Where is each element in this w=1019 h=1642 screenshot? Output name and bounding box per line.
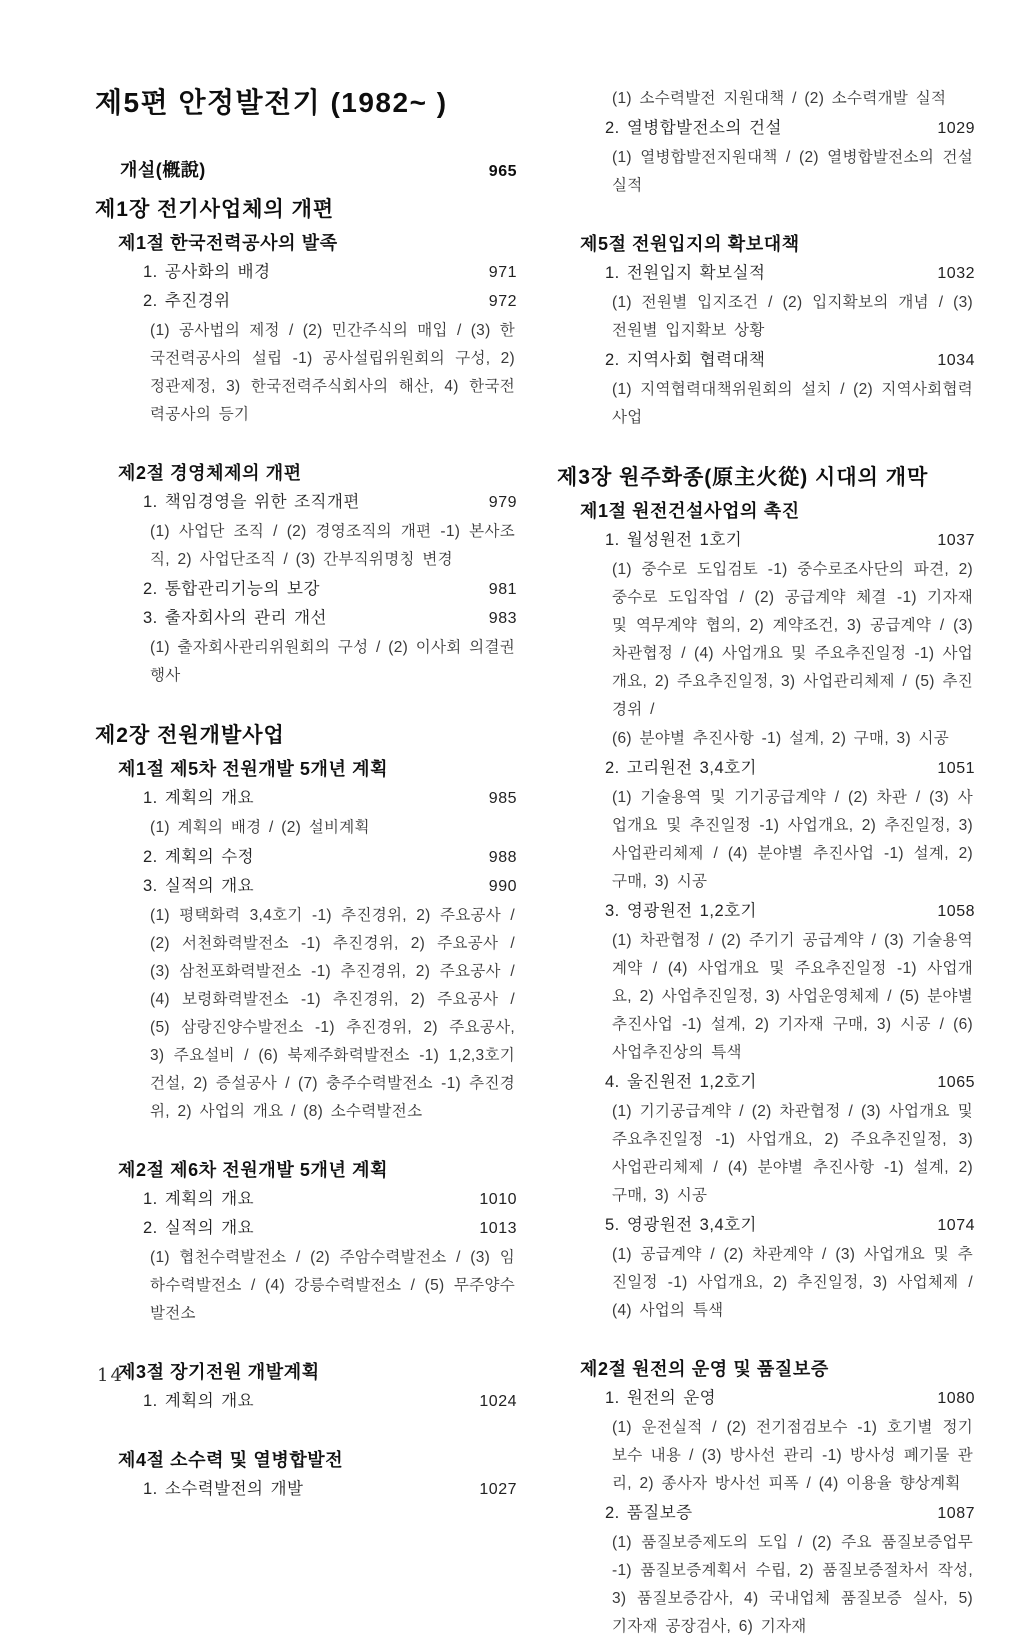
item-label: 2. 계획의 수정 bbox=[143, 848, 255, 866]
section-title: 제3절 장기전원 개발계획 bbox=[118, 1362, 320, 1382]
page-number: 971 bbox=[488, 264, 517, 281]
section-title: 제2절 제6차 전원개발 5개년 계획 bbox=[118, 1160, 389, 1180]
detail-text: (1) 기기공급계약 / (2) 차관협정 / (3) 사업개요 및 주요추진일정 -1) 사업개요, 2) 주요추진일정, 3) 사업관리체제 / (4) 분야별 추진사항 -1) 설계, 2) 구매, 3) 시공 bbox=[612, 1103, 973, 1204]
toc-item-row bbox=[95, 784, 517, 813]
overview-label: 개설(槪說) bbox=[120, 160, 206, 180]
chapter-title: 제2장 전원개발사업 bbox=[95, 724, 285, 747]
toc-detail-paragraph bbox=[557, 376, 975, 432]
toc-item-row bbox=[557, 526, 975, 555]
toc-detail-paragraph bbox=[95, 902, 517, 1126]
toc-detail-paragraph bbox=[557, 144, 975, 200]
section-title: 제5절 전원입지의 확보대책 bbox=[580, 234, 800, 254]
item-label: 2. 열병합발전소의 건설 bbox=[605, 119, 782, 137]
detail-text: (1) 계획의 배경 / (2) 설비계획 bbox=[150, 819, 370, 836]
toc-item-row bbox=[95, 1475, 517, 1504]
section-heading bbox=[95, 1155, 517, 1185]
item-label: 1. 계획의 개요 bbox=[143, 789, 255, 807]
page-number: 965 bbox=[488, 163, 517, 180]
item-label: 1. 계획의 개요 bbox=[143, 1392, 255, 1410]
item-label: 2. 고리원전 3,4호기 bbox=[605, 759, 758, 777]
item-label: 2. 품질보증 bbox=[605, 1504, 693, 1522]
toc-detail-paragraph bbox=[557, 725, 975, 753]
page-number: 1034 bbox=[937, 352, 975, 369]
item-label: 1. 책임경영을 위한 조직개편 bbox=[143, 493, 360, 511]
toc-item-row bbox=[95, 1387, 517, 1416]
section-heading bbox=[557, 1354, 975, 1384]
section-title: 제2절 원전의 운영 및 품질보증 bbox=[580, 1359, 829, 1379]
section-title: 제1절 한국전력공사의 발족 bbox=[118, 233, 338, 253]
detail-text: (1) 열병합발전지원대책 / (2) 열병합발전소의 건설실적 bbox=[612, 149, 973, 194]
page-number: 1013 bbox=[479, 1220, 517, 1237]
toc-item-row bbox=[95, 872, 517, 901]
item-label: 3. 실적의 개요 bbox=[143, 877, 255, 895]
page-number: 1074 bbox=[937, 1217, 975, 1234]
page-number: 972 bbox=[488, 293, 517, 310]
page-number: 1010 bbox=[479, 1191, 517, 1208]
toc-item-row bbox=[95, 575, 517, 604]
page-number: 1058 bbox=[937, 903, 975, 920]
toc-detail-paragraph bbox=[95, 1244, 517, 1328]
item-label: 3. 출자회사의 관리 개선 bbox=[143, 609, 327, 627]
detail-text: (1) 사업단 조직 / (2) 경영조직의 개편 -1) 본사조직, 2) 사업단조직 / (3) 간부직위명칭 변경 bbox=[150, 523, 515, 568]
toc-item-row bbox=[95, 1214, 517, 1243]
item-label: 1. 공사화의 배경 bbox=[143, 263, 271, 281]
page-number: 1029 bbox=[937, 120, 975, 137]
detail-text: (1) 출자회사관리위원회의 구성 / (2) 이사회 의결권행사 bbox=[150, 639, 515, 684]
section-heading bbox=[95, 754, 517, 784]
page-number: 1080 bbox=[937, 1390, 975, 1407]
item-label: 1. 계획의 개요 bbox=[143, 1190, 255, 1208]
section-heading bbox=[557, 496, 975, 526]
page-number: 988 bbox=[488, 849, 517, 866]
detail-text: (1) 운전실적 / (2) 전기점검보수 -1) 호기별 정기보수 내용 / (3) 방사선 관리 -1) 방사성 폐기물 관리, 2) 종사자 방사선 피폭 / (4) 이용율 향상계획 bbox=[612, 1419, 973, 1492]
page-number: 983 bbox=[488, 610, 517, 627]
toc-item-row bbox=[557, 754, 975, 783]
toc-detail-paragraph bbox=[95, 634, 517, 690]
toc-item-row bbox=[557, 259, 975, 288]
detail-text: (1) 공사법의 제정 / (2) 민간주식의 매입 / (3) 한국전력공사의 설립 -1) 공사설립위원회의 구성, 2) 정관제정, 3) 한국전력주식회사의 해산, 4) 한국전력공사의 등기 bbox=[150, 322, 515, 423]
toc-item-row bbox=[557, 114, 975, 143]
toc-detail-paragraph bbox=[557, 289, 975, 345]
toc-item-row bbox=[557, 1211, 975, 1240]
toc-item-row bbox=[95, 604, 517, 633]
toc-detail-paragraph bbox=[557, 1414, 975, 1498]
page-number: 1032 bbox=[937, 265, 975, 282]
toc-overview-row bbox=[95, 156, 517, 186]
page-number: 1024 bbox=[479, 1393, 517, 1410]
detail-text: (1) 협천수력발전소 / (2) 주암수력발전소 / (3) 임하수력발전소 / (4) 강릉수력발전소 / (5) 무주양수발전소 bbox=[150, 1249, 515, 1322]
page-number: 979 bbox=[488, 494, 517, 511]
page-number: 985 bbox=[488, 790, 517, 807]
detail-text: (1) 기술용역 및 기기공급계약 / (2) 차관 / (3) 사업개요 및 추진일정 -1) 사업개요, 2) 추진일정, 3) 사업관리체제 / (4) 분야별 추진사업 -1) 설계, 2) 구매, 3) 시공 bbox=[612, 789, 973, 890]
item-label: 2. 추진경위 bbox=[143, 292, 231, 310]
section-title: 제2절 경영체제의 개편 bbox=[118, 463, 302, 483]
item-label: 3. 영광원전 1,2호기 bbox=[605, 902, 758, 920]
detail-text: (1) 전원별 입지조건 / (2) 입지확보의 개념 / (3) 전원별 입지확보 상황 bbox=[612, 294, 973, 339]
toc-item-row bbox=[557, 1499, 975, 1528]
chapter-heading bbox=[95, 193, 517, 226]
item-label: 1. 월성원전 1호기 bbox=[605, 531, 743, 549]
section-heading bbox=[95, 1445, 517, 1475]
chapter-title: 제1장 전기사업체의 개편 bbox=[95, 198, 335, 221]
toc-detail-paragraph bbox=[557, 1098, 975, 1210]
left-column bbox=[95, 84, 517, 1504]
detail-text: (1) 중수로 도입검토 -1) 중수로조사단의 파견, 2) 중수로 도입작업 / (2) 공급계약 체결 -1) 기자재 및 역무계약 협의, 2) 계약조건, 3) 공급계약 / (3) 차관협정 / (4) 사업개요 및 주요추진일정 -1) 사업개요, 2) 주요추진일정, 3) 사업관리체제 / (5) 추진경위 / bbox=[612, 561, 973, 718]
toc-item-row bbox=[95, 287, 517, 316]
page-number: 1027 bbox=[479, 1481, 517, 1498]
item-label: 1. 전원입지 확보실적 bbox=[605, 264, 766, 282]
detail-text: (1) 지역협력대책위원회의 설치 / (2) 지역사회협력사업 bbox=[612, 381, 973, 426]
toc-detail-paragraph bbox=[557, 927, 975, 1067]
page-number: 981 bbox=[488, 581, 517, 598]
toc-detail-paragraph bbox=[95, 814, 517, 842]
item-label: 2. 지역사회 협력대책 bbox=[605, 351, 766, 369]
toc-item-row bbox=[557, 897, 975, 926]
toc-item-row bbox=[95, 1185, 517, 1214]
toc-detail-paragraph bbox=[557, 784, 975, 896]
section-title: 제1절 제5차 전원개발 5개년 계획 bbox=[118, 759, 389, 779]
detail-text: (6) 분야별 추진사항 -1) 설계, 2) 구매, 3) 시공 bbox=[612, 730, 950, 747]
detail-text: (1) 차관협정 / (2) 주기기 공급계약 / (3) 기술용역 계약 / (4) 사업개요 및 주요추진일정 -1) 사업개요, 2) 사업추진일정, 3) 사업운영체제 / (5) 분야별 추진사업 -1) 설계, 2) 기자재 구매, 3) 시공 / (6) 사업추진상의 특색 bbox=[612, 932, 973, 1061]
detail-text: (1) 평택화력 3,4호기 -1) 추진경위, 2) 주요공사 / (2) 서천화력발전소 -1) 추진경위, 2) 주요공사 / (3) 삼천포화력발전소 -1) 추진경위, 2) 주요공사 / (4) 보령화력발전소 -1) 추진경위, 2) 주요공사 / (5) 삼랑진양수발전소 -1) 추진경위, 2) 주요공사, 3) 주요설비 / (6) 북제주화력발전소 -1) 1,2,3호기 건설, 2) 증설공사 / (7) 충주수력발전소 -1) 추진경위, 2) 사업의 개요 / (8) 소수력발전소 bbox=[150, 907, 515, 1120]
item-label: 4. 울진원전 1,2호기 bbox=[605, 1073, 758, 1091]
toc-item-row bbox=[557, 346, 975, 375]
section-heading bbox=[557, 229, 975, 259]
page-number-footer: 14 bbox=[97, 1365, 124, 1386]
page-number: 1037 bbox=[937, 532, 975, 549]
toc-item-row bbox=[95, 258, 517, 287]
item-label: 1. 소수력발전의 개발 bbox=[143, 1480, 304, 1498]
section-heading bbox=[95, 458, 517, 488]
section-title: 제1절 원전건설사업의 촉진 bbox=[580, 501, 800, 521]
detail-text: (1) 공급계약 / (2) 차관계약 / (3) 사업개요 및 추진일정 -1) 사업개요, 2) 추진일정, 3) 사업체제 / (4) 사업의 특색 bbox=[612, 1246, 973, 1319]
section-heading bbox=[95, 228, 517, 258]
item-label: 5. 영광원전 3,4호기 bbox=[605, 1216, 758, 1234]
page-number: 1065 bbox=[937, 1074, 975, 1091]
toc-item-row bbox=[95, 488, 517, 517]
detail-text: (1) 소수력발전 지원대책 / (2) 소수력개발 실적 bbox=[612, 90, 947, 107]
page-number: 1051 bbox=[937, 760, 975, 777]
part-title: 제5편 안정발전기 (1982~ ) bbox=[95, 87, 448, 118]
page-number: 990 bbox=[488, 878, 517, 895]
detail-text: (1) 품질보증제도의 도입 / (2) 주요 품질보증업무 -1) 품질보증계획서 수립, 2) 품질보증절차서 작성, 3) 품질보증감사, 4) 국내업체 품질보증 실사, 5) 기자재 공장검사, 6) 기자재 bbox=[612, 1534, 973, 1635]
item-label: 2. 실적의 개요 bbox=[143, 1219, 255, 1237]
section-title: 제4절 소수력 및 열병합발전 bbox=[118, 1450, 344, 1470]
chapter-heading bbox=[95, 719, 517, 752]
item-label: 2. 통합관리기능의 보강 bbox=[143, 580, 320, 598]
page-number: 1087 bbox=[937, 1505, 975, 1522]
toc-detail-paragraph bbox=[557, 85, 975, 113]
right-column bbox=[557, 84, 975, 1642]
section-heading bbox=[95, 1357, 517, 1387]
item-label: 1. 원전의 운영 bbox=[605, 1389, 717, 1407]
toc-detail-paragraph bbox=[557, 1241, 975, 1325]
toc-detail-paragraph bbox=[95, 518, 517, 574]
toc-detail-paragraph bbox=[557, 556, 975, 724]
toc-item-row bbox=[557, 1068, 975, 1097]
toc-detail-paragraph bbox=[95, 317, 517, 429]
toc-detail-paragraph bbox=[557, 1529, 975, 1641]
toc-item-row bbox=[557, 1384, 975, 1413]
chapter-heading bbox=[557, 461, 975, 494]
chapter-title: 제3장 원주화종(原主火從) 시대의 개막 bbox=[557, 466, 929, 489]
toc-item-row bbox=[95, 843, 517, 872]
